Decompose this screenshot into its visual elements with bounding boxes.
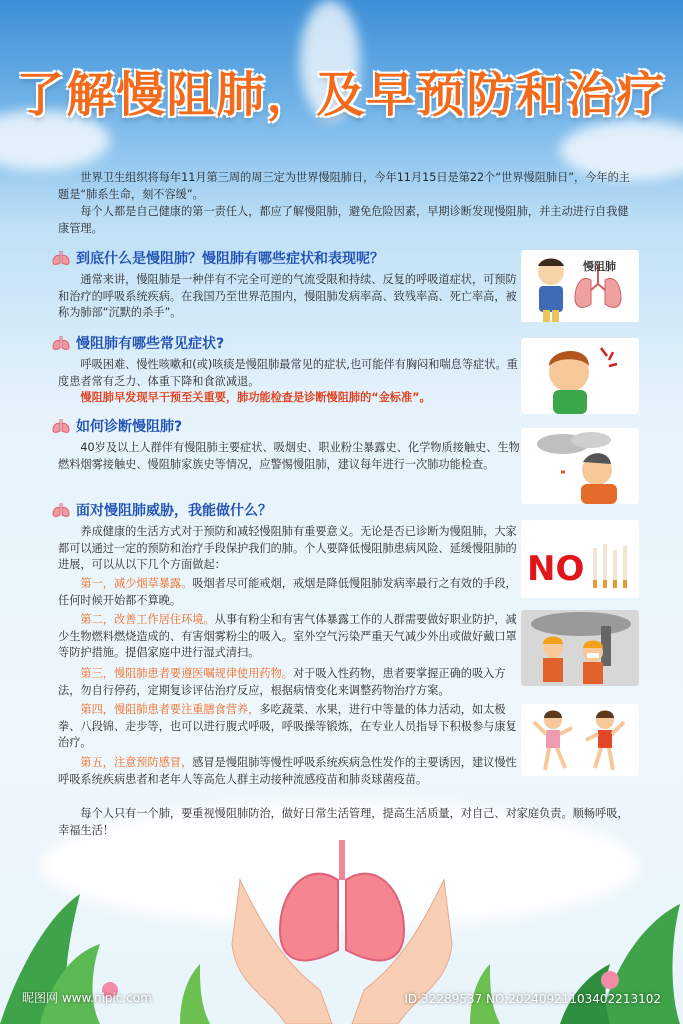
exercise-image (521, 704, 639, 776)
intro-paragraph-1: 世界卫生组织将每年11月第三周的周三定为世界慢阻肺日，今年11月15日是第22个“世界慢阻肺日”，今年的主题是“肺系生命，刻不容缓”。 (58, 171, 630, 201)
section-heading-prevention (52, 500, 272, 520)
highlight-text: 慢阻肺早发现早干预至关重要，肺功能检查是诊断慢阻肺的“金标准”。 (80, 391, 431, 404)
coughing-child-image (521, 338, 639, 414)
section-heading-label: 慢阻肺有哪些常见症状? (76, 336, 225, 352)
section-heading-label: 到底什么是慢阻肺？慢阻肺有哪些症状和表现呢？ (76, 251, 384, 267)
tip-text: 感冒是慢阻肺等慢性呼吸系统疾病急性发作的主要诱因，建议慢性呼吸系统疾病患者和老年人等高危人群主动接种流感疫苗和肺炎球菌疫苗。 (58, 756, 517, 786)
no-smoking-image (521, 520, 639, 598)
section-heading-what-is (52, 248, 384, 268)
tip-lead: 第三，慢阻肺患者要遵医嘱规律使用药物。 (80, 667, 293, 680)
section-heading-label: 如何诊断慢阻肺? (76, 419, 183, 435)
tip-item (58, 666, 520, 699)
page-title: 了解慢阻肺，及早预防和治疗 (16, 67, 667, 123)
section-heading-diagnosis (52, 416, 182, 436)
lung-icon (52, 418, 70, 434)
tip-lead: 第二，改善工作居住环境。 (80, 613, 215, 626)
section-heading-label: 面对慢阻肺威胁，我能做什么？ (76, 503, 272, 519)
tip-text: 多吃蔬菜、水果，进行中等量的体力活动，如太极拳、八段锦、走步等，也可以进行腹式呼吸，呼吸操等锻炼，在专业人员指导下积极参与康复治疗。 (58, 703, 517, 749)
tip-item (58, 576, 520, 609)
section-heading-symptoms (52, 333, 224, 353)
watermark-right: ID:32289537 NO:20240921103402213102 (404, 992, 661, 1006)
tip-item (58, 612, 520, 662)
section-body: 40岁及以上人群伴有慢阻肺主要症状、吸烟史、职业粉尘暴露史、化学物质接触史、生物燃料烟雾接触史、慢阻肺家族史等情况，应警惕慢阻肺，建议每年进行一次肺功能检查。 (58, 441, 520, 471)
factory-workers-image (521, 610, 639, 686)
section-body: 通常来讲，慢阻肺是一种伴有不完全可逆的气流受限和持续、反复的呼吸道症状，可预防和治疗的呼吸系统疾病。在我国乃至世界范围内，慢阻肺发病率高、致残率高、死亡率高，被称为肺部“沉默的杀手”。 (58, 273, 517, 319)
tip-text: 从事有粉尘和有害气体暴露工作的人群需要做好职业防护，减少生物燃料燃烧造成的、有害烟雾粉尘的吸入。室外空气污染严重天气减少外出或做好戴口罩等防护措施。提倡家庭中进行湿式清扫。 (58, 613, 517, 659)
tip-lead: 第四，慢阻肺患者要注重膳食营养， (80, 703, 260, 716)
lung-icon (52, 335, 70, 351)
watermark-left: 昵图网 www.nipic.com (22, 991, 152, 1005)
tip-lead: 第一，减少烟草暴露。 (80, 577, 193, 590)
tip-text: 对于吸入性药物，患者要掌握正确的吸入方法，勿自行停药，定期复诊评估治疗反应，根据病情变化来调整药物治疗方案。 (58, 667, 506, 697)
no-sign-text: NO (527, 549, 585, 589)
tip-item (58, 755, 520, 788)
closing-paragraph: 每个人只有一个肺，要重视慢阻肺防治，做好日常生活管理，提高生活质量，对自己、对家庭负责。顺畅呼吸，幸福生活！ (58, 807, 629, 837)
intro-paragraph-2: 每个人都是自己健康的第一责任人，都应了解慢阻肺，避免危险因素，早期诊断发现慢阻肺，并主动进行自我健康管理。 (58, 205, 629, 235)
section-body: 呼吸困难、慢性咳嗽和(或)咳痰是慢阻肺最常见的症状,也可能伴有胸闷和喘息等症状。重度患者常有乏力、体重下降和食欲减退。 (58, 358, 518, 388)
smoking-man-image (521, 428, 639, 504)
section-body: 养成健康的生活方式对于预防和减轻慢阻肺有重要意义。无论是否已诊断为慢阻肺，大家都可以通过一定的预防和治疗手段保护我们的肺。个人要降低慢阻肺患病风险、延缓慢阻肺的进展，可以从以下几个方面做起： (58, 525, 517, 571)
tip-text: 吸烟者尽可能戒烟，戒烟是降低慢阻肺发病率最行之有效的手段，任何时候开始都不算晚。 (58, 577, 517, 607)
tip-lead: 第五，注意预防感冒， (80, 756, 193, 769)
copd-patient-image (521, 250, 639, 322)
image-label: 慢阻肺 (583, 260, 616, 273)
lung-icon (52, 502, 70, 518)
tip-item (58, 702, 520, 752)
lung-icon (52, 250, 70, 266)
